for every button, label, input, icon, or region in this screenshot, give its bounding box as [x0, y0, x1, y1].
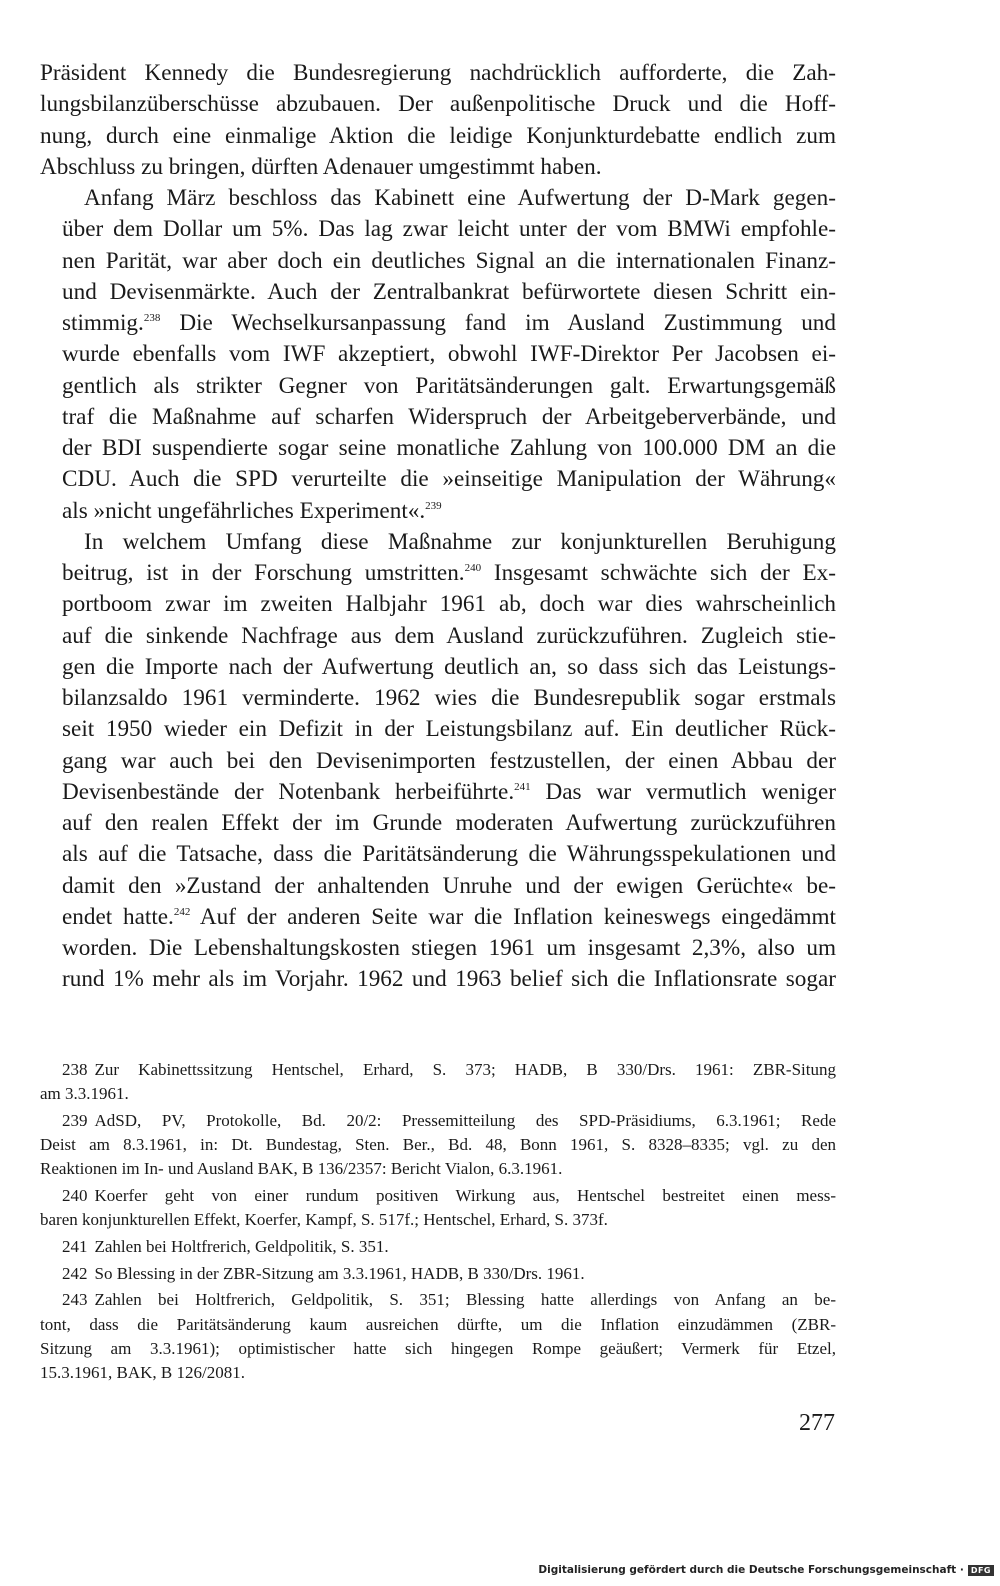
footnote-line: Sitzung am 3.3.1961); optimistischer hatte sich hingegen Rompe geäußert; Vermerk für Etzel, — [40, 1338, 836, 1358]
text-line: In welchem Umfang diese Maßnahme zur konjunkturellen Beruhigung — [84, 528, 836, 555]
footnote-number: 243 — [62, 1290, 88, 1310]
text-segment: Das war vermutlich weniger — [530, 778, 836, 805]
page-number: 277 — [799, 1410, 835, 1436]
footnote-line: am 3.3.1961. — [40, 1084, 129, 1104]
footnote-number: 238 — [62, 1060, 88, 1079]
text-line: CDU. Auch die SPD verurteilte die »einseitige Manipulation der Währung« — [62, 466, 836, 493]
footnote-238 — [40, 1058, 836, 1106]
footnote-ref-238[interactable]: 238 — [143, 312, 161, 324]
footnote-line — [40, 1262, 836, 1286]
text-line: der BDI suspendierte sogar seine monatliche Zahlung von 100.000 DM an die — [62, 435, 836, 461]
footnote-line: baren konjunkturellen Effekt, Koerfer, Kampf, S. 517f.; Hentschel, Erhard, S. 373f. — [40, 1210, 608, 1230]
footnote-text: So Blessing in der ZBR-Sitzung am 3.3.1961, HADB, B 330/Drs. 1961. — [94, 1263, 585, 1283]
text-line — [40, 558, 836, 589]
text-segment: stimmig. — [62, 310, 144, 336]
text-segment: endet hatte. — [62, 903, 174, 930]
main-text — [40, 58, 836, 996]
text-line: gen die Importe nach der Aufwertung deutlich an, so dass sich das Leistungs- — [62, 653, 836, 680]
text-line: Präsident Kennedy die Bundesregierung nachdrücklich aufforderte, die Zah- — [40, 60, 836, 86]
text-line — [40, 902, 836, 933]
footnote-line: 15.3.1961, BAK, B 126/2081. — [40, 1362, 245, 1382]
footnote-number: 240 — [62, 1186, 88, 1206]
text-segment: Devisenbestände der Notenbank herbeiführte. — [62, 778, 515, 805]
text-segment: als »nicht ungefährliches Experiment«. — [62, 497, 426, 524]
text-line: rund 1% mehr als im Vorjahr. 1962 und 1963 belief sich die Inflationsrate sogar — [62, 966, 836, 993]
text-segment: Auf der anderen Seite war die Inflation keineswegs eingedämmt — [190, 903, 836, 930]
footnote-line — [40, 1058, 836, 1082]
text-line: gang war auch bei den Devisenimporten festzustellen, der einen Abbau der — [62, 747, 836, 774]
text-line: portboom zwar im zweiten Halbjahr 1961 ab, doch war dies wahrscheinlich — [62, 591, 836, 618]
footnote-line: Deist am 8.3.1961, in: Dt. Bundestag, Sten. Ber., Bd. 48, Bonn 1961, S. 8328–8335; vgl. zu den — [40, 1135, 836, 1155]
text-line — [40, 777, 836, 808]
footnote-241 — [40, 1235, 836, 1259]
footnote-242 — [40, 1262, 836, 1286]
footnote-243 — [40, 1288, 836, 1385]
text-line: über dem Dollar um 5%. Das lag zwar leicht unter der vom BMWi empfohle- — [62, 216, 836, 243]
footnote-number: 239 — [62, 1110, 88, 1130]
text-line: als auf die Tatsache, dass die Paritätsänderung die Währungsspekulationen und — [62, 841, 836, 868]
text-line: gentlich als strikter Gegner von Paritätsänderungen galt. Erwartungsgemäß — [62, 372, 836, 399]
footnote-number: 241 — [62, 1236, 88, 1256]
text-line — [40, 496, 836, 527]
footnote-ref-239[interactable]: 239 — [425, 499, 442, 512]
paragraph-1 — [40, 58, 836, 183]
text-line: Abschluss zu bringen, dürften Adenauer umgestimmt haben. — [40, 153, 602, 180]
footnote-text: Koerfer geht von einer rundum positiven Wirkung aus, Hentschel bestreitet einen mess- — [94, 1186, 836, 1206]
paragraph-2 — [40, 183, 836, 527]
footnote-line — [40, 1288, 836, 1312]
text-line — [40, 308, 836, 339]
footnote-text: AdSD, PV, Protokolle, Bd. 20/2: Pressemitteilung des SPD-Präsidiums, 6.3.1961; Rede — [94, 1110, 836, 1130]
text-line: Anfang März beschloss das Kabinett eine Aufwertung der D-Mark gegen- — [84, 185, 836, 211]
text-line: lungsbilanzüberschüsse abzubauen. Der außenpolitische Druck und die Hoff- — [40, 91, 836, 118]
footnote-number: 242 — [62, 1263, 88, 1283]
footnote-line — [40, 1235, 836, 1259]
text-line: damit den »Zustand der anhaltenden Unruhe und der ewigen Gerüchte« be- — [62, 872, 836, 899]
paragraph-3 — [40, 527, 836, 996]
text-line: und Devisenmärkte. Auch der Zentralbankrat befürwortete diesen Schritt ein- — [62, 278, 836, 305]
text-line: auf die sinkende Nachfrage aus dem Ausland zurückzuführen. Zugleich stie- — [62, 622, 836, 649]
footnote-line — [40, 1184, 836, 1208]
credit-text: Digitalisierung gefördert durch die Deutsche Forschungsgemeinschaft · — [538, 1564, 964, 1576]
footnote-line — [40, 1109, 836, 1133]
text-segment: Insgesamt schwächte sich der Ex- — [481, 560, 836, 586]
footnote-ref-242[interactable]: 242 — [173, 905, 191, 918]
text-segment: Die Wechselkursanpassung fand im Ausland Zustimmung und — [160, 310, 836, 336]
footnote-text: Zur Kabinettssitzung Hentschel, Erhard, S. 373; HADB, B 330/Drs. 1961: ZBR-Situng — [94, 1060, 836, 1079]
footnote-line: Reaktionen im In- und Ausland BAK, B 136/2357: Bericht Vialon, 6.3.1961. — [40, 1159, 563, 1179]
dfg-logo-icon: DFG — [968, 1565, 994, 1576]
footnote-text: Zahlen bei Holtfrerich, Geldpolitik, S. 351. — [94, 1236, 389, 1256]
text-line: auf den realen Effekt der im Grunde moderaten Aufwertung zurückzuführen — [62, 810, 836, 836]
text-line: nung, durch eine einmalige Aktion die leidige Konjunkturdebatte endlich zum — [40, 122, 836, 149]
footnote-240 — [40, 1184, 836, 1232]
footnote-ref-240[interactable]: 240 — [464, 562, 482, 574]
digitization-credit — [538, 1564, 994, 1576]
footnote-ref-241[interactable]: 241 — [514, 780, 531, 793]
text-line: wurde ebenfalls vom IWF akzeptiert, obwohl IWF-Direktor Per Jacobsen ei- — [62, 341, 836, 368]
text-line: worden. Die Lebenshaltungskosten stiegen 1961 um insgesamt 2,3%, also um — [62, 935, 836, 961]
text-segment: beitrug, ist in der Forschung umstritten. — [62, 560, 465, 586]
footnote-line: tont, dass die Paritätsänderung kaum ausreichen dürfte, um die Inflation einzudämmen (ZBR- — [40, 1314, 836, 1334]
text-line: traf die Maßnahme auf scharfen Widerspruch der Arbeitgeberverbände, und — [62, 403, 836, 430]
text-line: nen Parität, war aber doch ein deutliches Signal an die internationalen Finanz- — [62, 247, 836, 274]
footnote-text: Zahlen bei Holtfrerich, Geldpolitik, S. 351; Blessing hatte allerdings von Anfang an be- — [94, 1290, 836, 1310]
footnotes — [40, 1058, 836, 1388]
footnote-239 — [40, 1109, 836, 1182]
text-line: seit 1950 wieder ein Defizit in der Leistungsbilanz auf. Ein deutlicher Rück- — [62, 716, 836, 743]
text-line: bilanzsaldo 1961 verminderte. 1962 wies die Bundesrepublik sogar erstmals — [62, 685, 836, 711]
